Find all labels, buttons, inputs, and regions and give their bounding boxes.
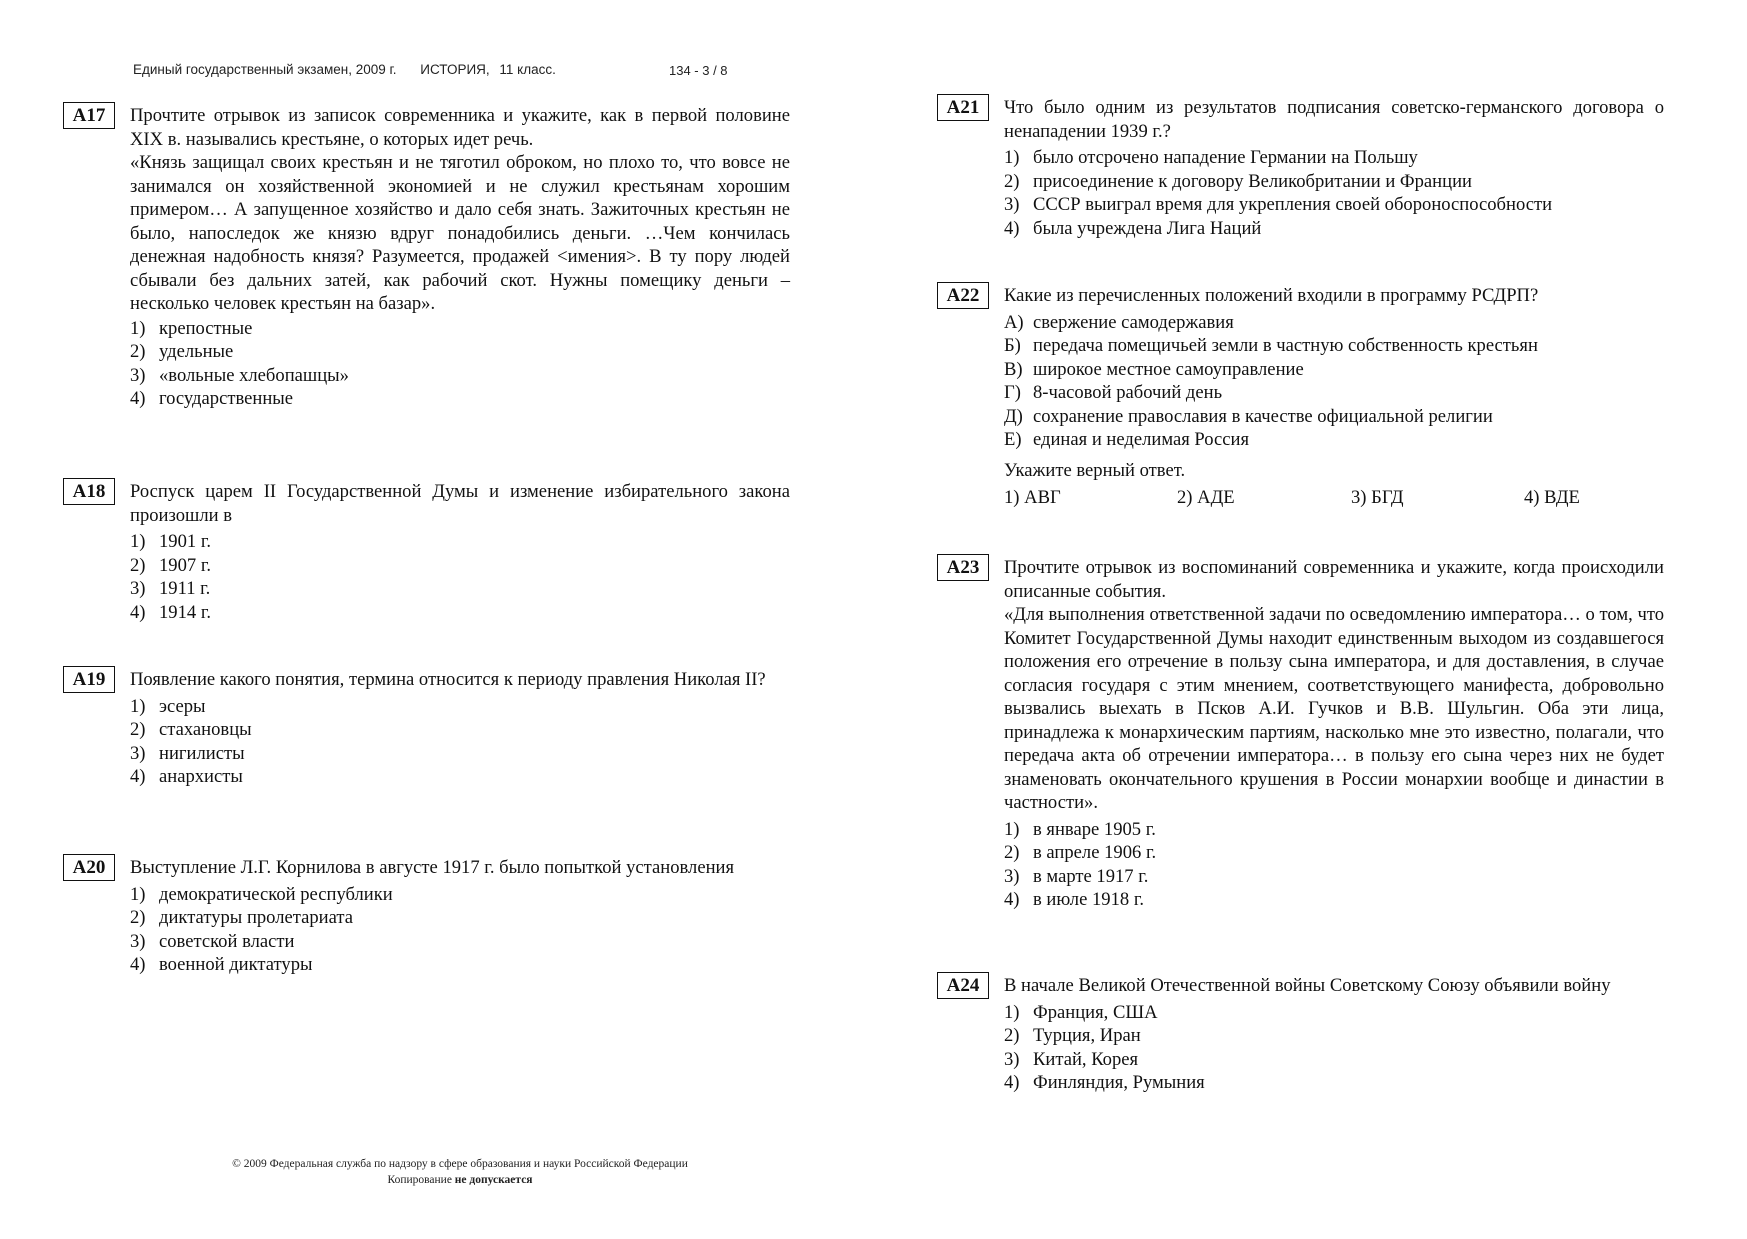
list-item: А) свержение самодержавия: [1004, 311, 1234, 333]
question-text: Роспуск царем II Государственной Думы и изменение избирательного закона произошли в: [130, 481, 790, 526]
list-item: Б) передача помещичьей земли в частную собственность крестьян: [1004, 335, 1538, 356]
answer-option: 2) 1907 г.: [130, 554, 212, 576]
question-a23: [937, 556, 1664, 912]
answer-option: 4) в июле 1918 г.: [1004, 889, 1144, 910]
question-a17: [63, 104, 790, 411]
subject: ИСТОРИЯ,: [420, 62, 490, 77]
list-item: Д) сохранение православия в качестве официальной религии: [1004, 405, 1493, 427]
answer-option: 2) АДЕ: [1177, 487, 1235, 508]
answer-option: 3) 1911 г.: [130, 578, 211, 599]
answer-option: 4) Финляндия, Румыния: [1004, 1072, 1205, 1093]
page-header: [133, 62, 728, 78]
answer-option: 4) военной диктатуры: [130, 954, 313, 975]
page-number: 134 - 3 / 8: [669, 63, 728, 78]
question-label: A19: [63, 666, 115, 693]
answer-option: 4) была учреждена Лига Наций: [1004, 217, 1262, 239]
question-text: В начале Великой Отечественной войны Советскому Союзу объявили войну: [1004, 975, 1611, 996]
answer-option: 1) эсеры: [130, 695, 206, 717]
answer-option: 3) Китай, Корея: [1004, 1048, 1139, 1070]
answer-option: 2) в апреле 1906 г.: [1004, 842, 1157, 863]
question-quote: «Для выполнения ответственной задачи по осведомлению императора… о том, что Комитет Государственной Думы находит единственным выходом из создавшегося положения его отречение в пользу сына императора, и для доставления, в случае согласия государя с этим мнением, соответствующего манифеста, добровольно вызвались выехать в Псков А.И. Гучков и В.В. Шульгин. Оба эти лица, принадлежа к монархическим партиям, насколько мне это известно, полагали, что передача акта об отречении императора… в пользу его сына через них не будет знаменовать окончательного крушения в России монархии вообще и династии в частности».: [1004, 604, 1664, 813]
answer-option: 2) Турция, Иран: [1004, 1025, 1141, 1046]
question-label: A21: [937, 94, 989, 121]
answer-option: 1) в январе 1905 г.: [1004, 818, 1156, 840]
question-text: Что было одним из результатов подписания советско-германского договора о ненападении 1939 г.?: [1004, 97, 1664, 142]
grade: 11 класс.: [499, 62, 556, 77]
question-a19: [63, 668, 790, 789]
answer-option: 4) 1914 г.: [130, 601, 212, 623]
question-text: Прочтите отрывок из записок современника и укажите, как в первой половине XIX в. назывались крестьяне, о которых идет речь.: [130, 105, 790, 150]
answer-option: 4) ВДЕ: [1524, 487, 1580, 508]
copyright-notice: © 2009 Федеральная служба по надзору в сфере образования и науки Российской Федерации: [232, 1158, 688, 1170]
question-quote: «Князь защищал своих крестьян и не тяготил оброком, но плохо то, что вовсе не занимался он хозяйственной экономией и не служил крестьянам хорошим примером… А запущенное хозяйство и дало себя знать. Зажиточных крестьян не было, напоследок же князю вдруг понадобились деньги. …Чем кончилась денежная надобность князя? Разумеется, продажей <имения>. В ту пору людей сбывали без дальних затей, как рабочий скот. Нужны помещику деньги – несколько человек крестьян на базар».: [130, 152, 790, 314]
question-a24: [937, 974, 1664, 1095]
question-label: A23: [937, 554, 989, 581]
answer-option: 1) Франция, США: [1004, 1001, 1158, 1023]
question-a20: [63, 856, 790, 977]
answer-option: 3) советской власти: [130, 930, 295, 952]
question-label: A20: [63, 854, 115, 881]
question-label: A24: [937, 972, 989, 999]
question-a21: [937, 96, 1664, 240]
answer-option: 1) крепостные: [130, 317, 253, 339]
answer-option: 3) «вольные хлебопашцы»: [130, 364, 349, 386]
question-label: A18: [63, 478, 115, 505]
answer-option: 1) демократической республики: [130, 883, 393, 905]
list-item: Г) 8-часовой рабочий день: [1004, 382, 1223, 403]
answer-option: 3) БГД: [1351, 487, 1404, 508]
question-text: Какие из перечисленных положений входили в программу РСДРП?: [1004, 285, 1539, 306]
answer-choices: [1004, 486, 1664, 510]
answer-option: 4) государственные: [130, 388, 294, 409]
copy-restriction: Копирование не допускается: [387, 1174, 533, 1186]
answer-option: 2) диктатуры пролетариата: [130, 907, 353, 928]
answer-option: 2) удельные: [130, 341, 234, 362]
answer-option: 3) нигилисты: [130, 742, 245, 764]
answer-option: 2) присоединение к договору Великобритании и Франции: [1004, 170, 1472, 192]
question-a18: [63, 480, 790, 624]
question-a22: [937, 284, 1664, 510]
list-item: В) широкое местное самоуправление: [1004, 358, 1304, 380]
question-label: A17: [63, 102, 115, 129]
answer-option: 1) 1901 г.: [130, 531, 212, 552]
answer-option: 4) анархисты: [130, 766, 243, 787]
question-text: Прочтите отрывок из воспоминаний современника и укажите, когда происходили описанные события.: [1004, 557, 1664, 602]
page-footer: [195, 1156, 725, 1188]
answer-option: 3) СССР выиграл время для укрепления своей обороноспособности: [1004, 194, 1553, 215]
list-item: Е) единая и неделимая Россия: [1004, 429, 1250, 450]
question-text: Появление какого понятия, термина относится к периоду правления Николая II?: [130, 669, 766, 690]
answer-option: 2) стахановцы: [130, 719, 252, 740]
question-label: A22: [937, 282, 989, 309]
question-text: Выступление Л.Г. Корнилова в августе 1917 г. было попыткой установления: [130, 857, 735, 878]
answer-prompt: Укажите верный ответ.: [1004, 459, 1186, 481]
answer-option: 1) АВГ: [1004, 487, 1061, 508]
answer-option: 3) в марте 1917 г.: [1004, 865, 1149, 887]
answer-option: 1) было отсрочено нападение Германии на Польшу: [1004, 147, 1418, 168]
exam-title: Единый государственный экзамен, 2009 г.: [133, 62, 397, 77]
